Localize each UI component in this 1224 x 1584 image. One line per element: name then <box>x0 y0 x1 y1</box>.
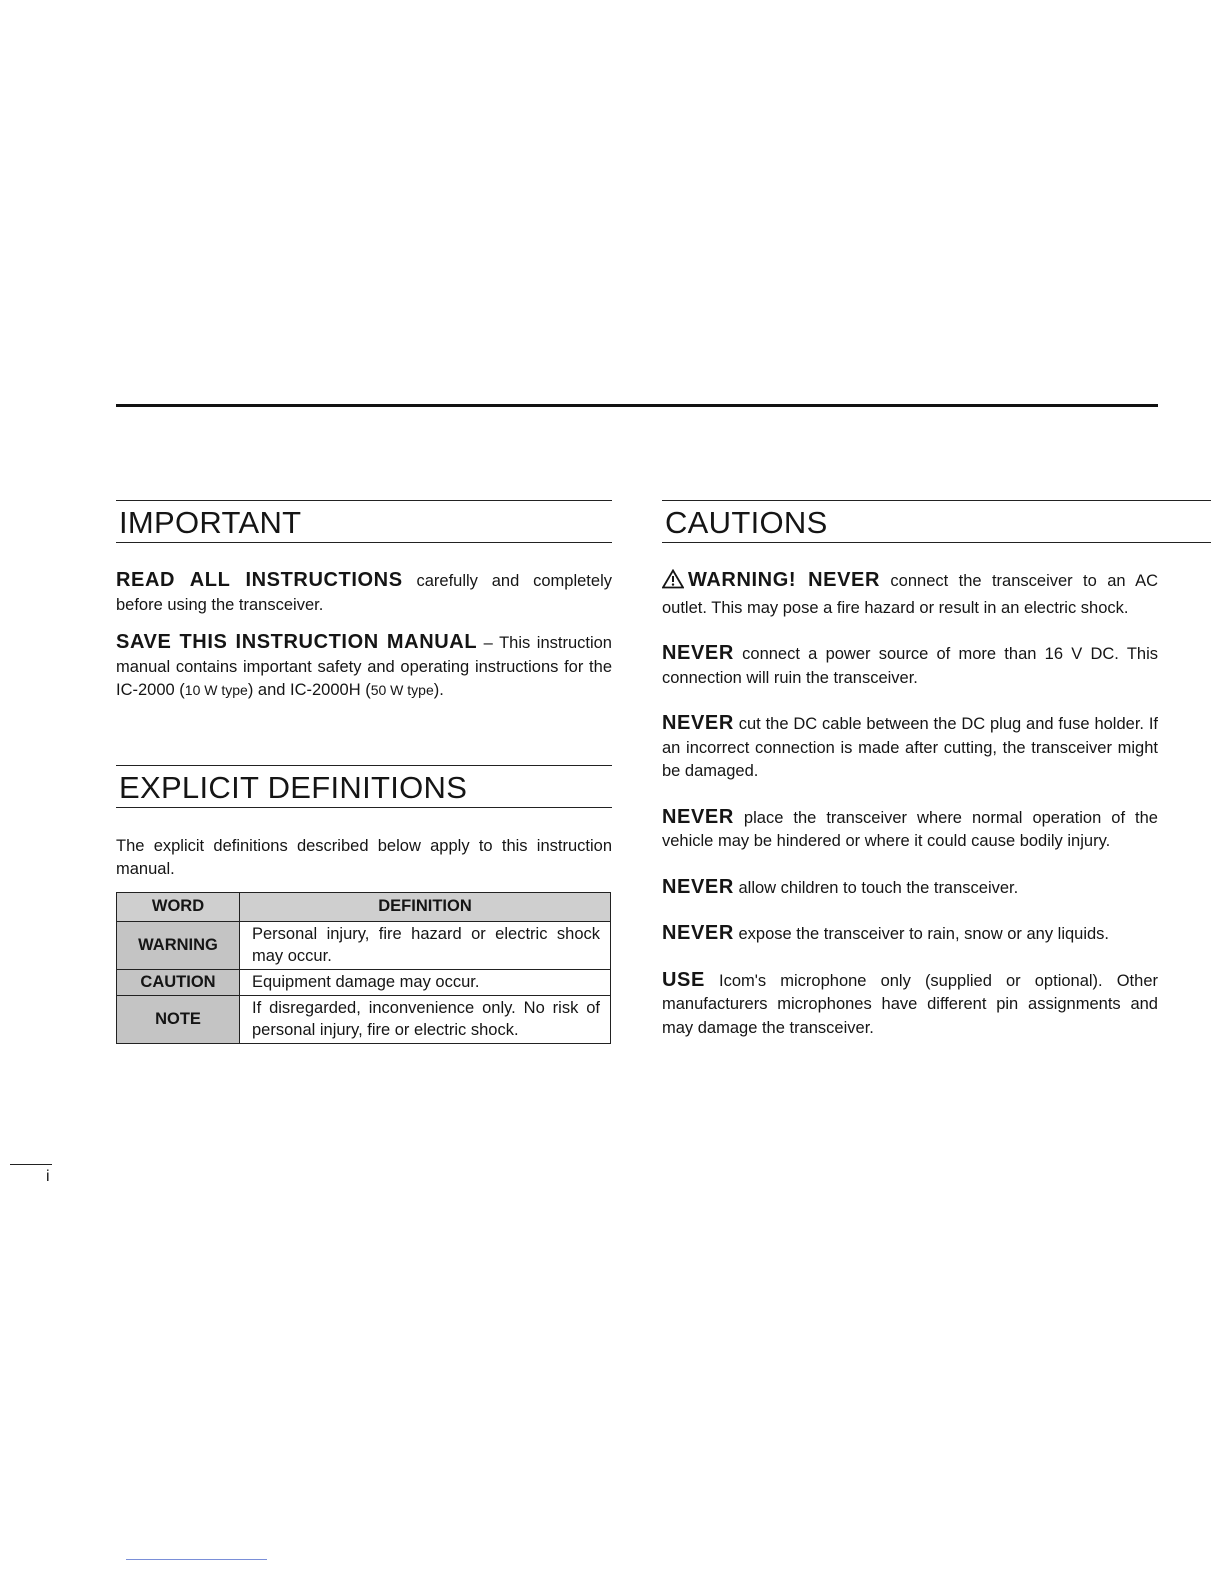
read-instructions-paragraph <box>116 569 612 617</box>
page-number-rule <box>10 1164 52 1165</box>
bottom-blue-line <box>126 1559 267 1560</box>
read-text: carefully and completely before using the transceiver. <box>116 572 612 614</box>
header-word: WORD <box>117 892 240 921</box>
word-cell: CAUTION <box>117 969 240 995</box>
warning-triangle-icon <box>662 569 684 597</box>
save-text-3: ). <box>433 681 444 699</box>
table-row <box>117 921 611 969</box>
caution-item <box>662 569 1158 620</box>
top-rule <box>116 404 1158 407</box>
caution-item <box>662 876 1158 901</box>
caution-item <box>662 806 1158 854</box>
caution-keyword: NEVER <box>662 805 734 828</box>
caution-keyword: NEVER <box>662 712 734 734</box>
table-row <box>117 995 611 1043</box>
caution-item <box>662 642 1158 690</box>
save-text-2: ) and IC-2000H ( <box>247 681 371 699</box>
save-small-2: 50 W type <box>370 682 434 698</box>
caution-item <box>662 712 1158 784</box>
definition-cell: If disregarded, inconvenience only. No risk of personal injury, fire or electric shock. <box>240 995 611 1043</box>
important-heading: IMPORTANT <box>116 500 612 543</box>
word-cell: NOTE <box>117 995 240 1043</box>
definition-cell: Personal injury, fire hazard or electric shock may occur. <box>240 921 611 969</box>
page-number: i <box>46 1168 50 1185</box>
table-row <box>117 969 611 995</box>
right-column <box>662 500 1158 1040</box>
definition-cell: Equipment damage may occur. <box>240 969 611 995</box>
caution-text: expose the transceiver to rain, snow or any liquids. <box>733 925 1110 943</box>
left-column <box>116 500 612 1044</box>
caution-text: connect a power source of more than 16 V DC. This connection will ruin the transceiver. <box>662 645 1158 687</box>
definitions-intro: The explicit definitions described below apply to this instruction manual. <box>116 836 612 878</box>
caution-keyword: NEVER <box>662 875 734 898</box>
definitions-table <box>116 892 611 1044</box>
caution-keyword: NEVER <box>662 642 734 664</box>
caution-text: Icom's microphone only (supplied or optional). Other manufacturers microphones have different pin assignments and may damage the transceiver. <box>662 971 1158 1037</box>
caution-text: place the transceiver where normal operation of the vehicle may be hindered or where it could cause bodily injury. <box>662 808 1158 850</box>
save-text-1: – This instruction manual contains important safety and operating instructions for the IC-2000 ( <box>116 634 612 699</box>
table-header-row <box>117 892 611 921</box>
caution-keyword: NEVER <box>662 922 734 944</box>
save-keyword: SAVE THIS INSTRUCTION MANUAL <box>116 631 478 653</box>
save-small-1: 10 W type <box>184 682 248 698</box>
read-keyword: READ ALL INSTRUCTIONS <box>116 569 403 591</box>
word-cell: WARNING <box>117 921 240 969</box>
caution-item <box>662 922 1158 947</box>
caution-keyword: USE <box>662 968 705 991</box>
caution-item <box>662 969 1158 1041</box>
caution-text: cut the DC cable between the DC plug and fuse holder. If an incorrect connection is made after cutting, the transceiver might be damaged. <box>662 715 1158 780</box>
caution-keyword: WARNING! NEVER <box>688 569 881 591</box>
cautions-heading: CAUTIONS <box>662 500 1211 543</box>
caution-text: allow children to touch the transceiver. <box>733 878 1019 897</box>
header-definition: DEFINITION <box>240 892 611 921</box>
definitions-heading: EXPLICIT DEFINITIONS <box>116 765 612 808</box>
save-manual-paragraph <box>116 631 612 703</box>
caution-text: connect the transceiver to an AC outlet. This may pose a fire hazard or result in an electric shock. <box>662 572 1158 617</box>
